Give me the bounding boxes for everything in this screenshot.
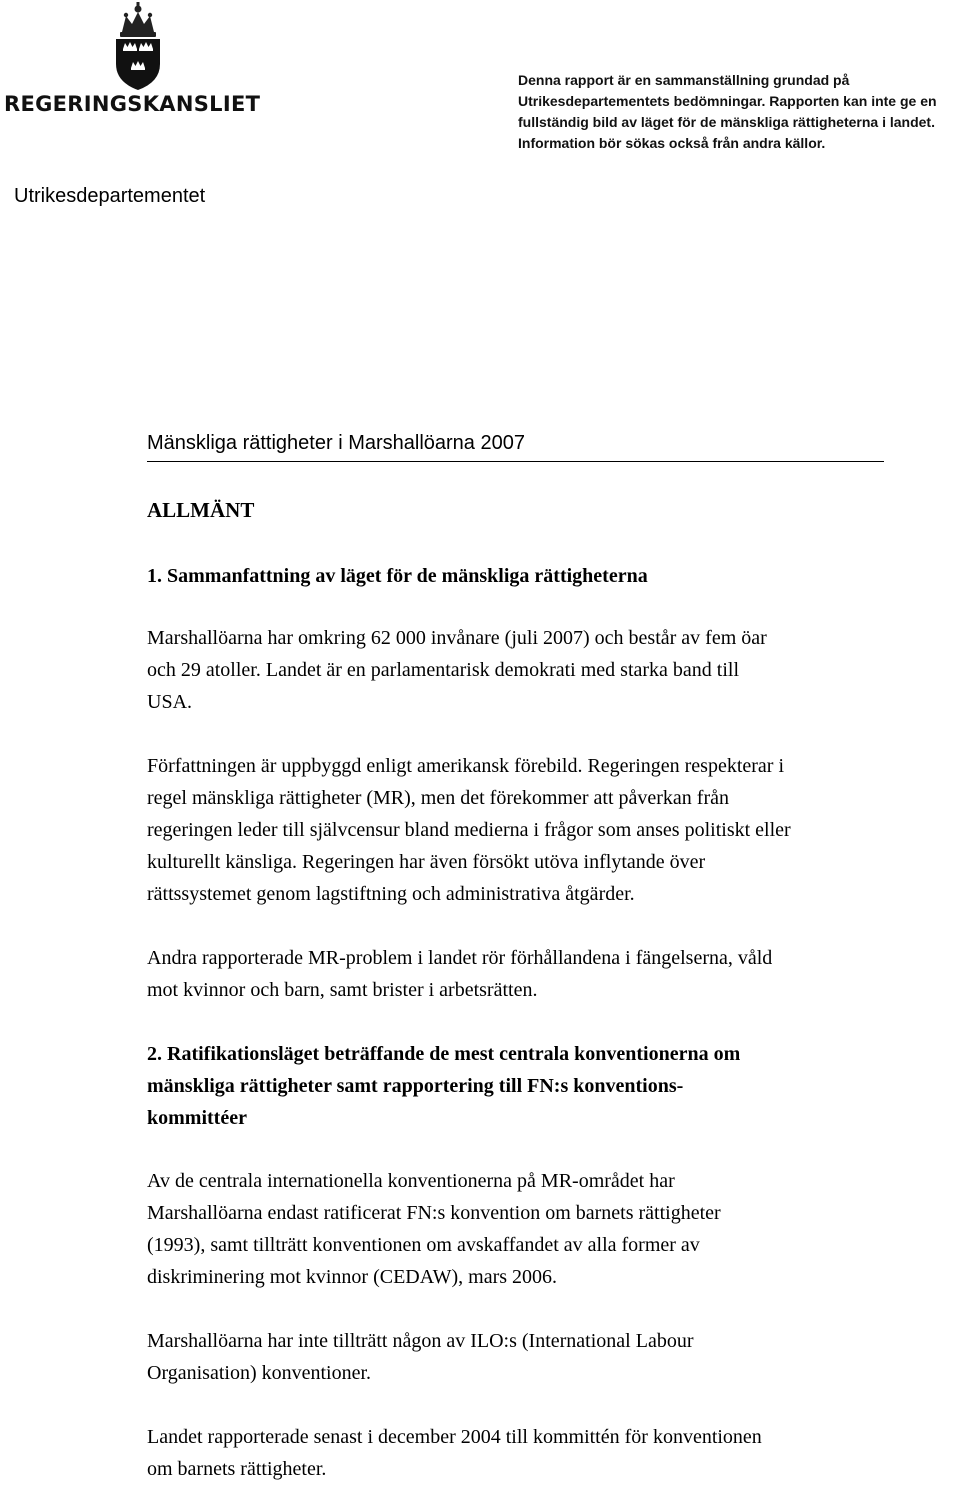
- paragraph-line: Av de centrala internationella konventionerna på MR-området har: [147, 1170, 675, 1192]
- paragraph-line: USA.: [147, 691, 193, 713]
- page-title: Mänskliga rättigheter i Marshallöarna 2007: [147, 432, 884, 462]
- paragraph-line: mot kvinnor och barn, samt brister i arbetsrätten.: [147, 979, 538, 1001]
- paragraph-line: kulturellt känsliga. Regeringen har även försökt utöva inflytande över: [147, 851, 706, 873]
- disclaimer-line: Information bör sökas också från andra källor.: [518, 135, 826, 151]
- disclaimer-text: [518, 70, 958, 154]
- paragraph-line: Marshallöarna har inte tillträtt någon av ILO:s (International Labour: [147, 1330, 694, 1352]
- paragraph-line: Landet rapporterade senast i december 2004 till kommittén för konventionen: [147, 1426, 762, 1448]
- heading-line: 2. Ratifikationsläget beträffande de mest centrala konventionerna om: [147, 1043, 741, 1065]
- paragraph: [147, 622, 767, 718]
- paragraph-line: (1993), samt tillträtt konventionen om avskaffandet av alla former av: [147, 1234, 700, 1256]
- heading-line: 1. Sammanfattning av läget för de mänskliga rättigheterna: [147, 565, 648, 587]
- disclaimer-line: Utrikesdepartementets bedömningar. Rapporten kan inte ge en: [518, 93, 937, 109]
- paragraph-line: Organisation) konventioner.: [147, 1362, 372, 1384]
- paragraph-line: om barnets rättigheter.: [147, 1458, 327, 1480]
- crown-shield-emblem-icon: [4, 2, 294, 92]
- paragraph-line: rättssystemet genom lagstiftning och administrativa åtgärder.: [147, 883, 635, 905]
- department-name: Utrikesdepartementet: [14, 185, 206, 207]
- logo-wordmark: REGERINGSKANSLIET: [4, 92, 261, 116]
- paragraph-line: och 29 atoller. Landet är en parlamentarisk demokrati med starka band till: [147, 659, 740, 681]
- regeringskansliet-logo: [4, 2, 294, 132]
- paragraph-line: diskriminering mot kvinnor (CEDAW), mars 2006.: [147, 1266, 558, 1288]
- paragraph-line: Författningen är uppbyggd enligt amerikansk förebild. Regeringen respekterar i: [147, 755, 785, 777]
- section-2-heading: [147, 1038, 740, 1134]
- paragraph: [147, 750, 791, 910]
- section-label: ALLMÄNT: [147, 498, 255, 522]
- section-1-heading: [147, 560, 648, 592]
- heading-line: mänskliga rättigheter samt rapportering till FN:s konventions-: [147, 1075, 684, 1097]
- paragraph-line: regel mänskliga rättigheter (MR), men det förekommer att påverkan från: [147, 787, 729, 809]
- paragraph: [147, 1421, 762, 1485]
- paragraph-line: regeringen leder till självcensur bland medierna i frågor som anses politiskt eller: [147, 819, 791, 841]
- heading-line: kommittéer: [147, 1107, 247, 1129]
- paragraph-line: Marshallöarna har omkring 62 000 invånare (juli 2007) och består av fem öar: [147, 627, 767, 649]
- paragraph: [147, 1325, 693, 1389]
- paragraph-line: Andra rapporterade MR-problem i landet rör förhållandena i fängelserna, våld: [147, 947, 773, 969]
- disclaimer-line: Denna rapport är en sammanställning grundad på: [518, 72, 850, 88]
- paragraph: [147, 942, 772, 1006]
- paragraph: [147, 1165, 721, 1293]
- disclaimer-line: fullständig bild av läget för de mänskliga rättigheterna i landet.: [518, 114, 935, 130]
- paragraph-line: Marshallöarna endast ratificerat FN:s konvention om barnets rättigheter: [147, 1202, 721, 1224]
